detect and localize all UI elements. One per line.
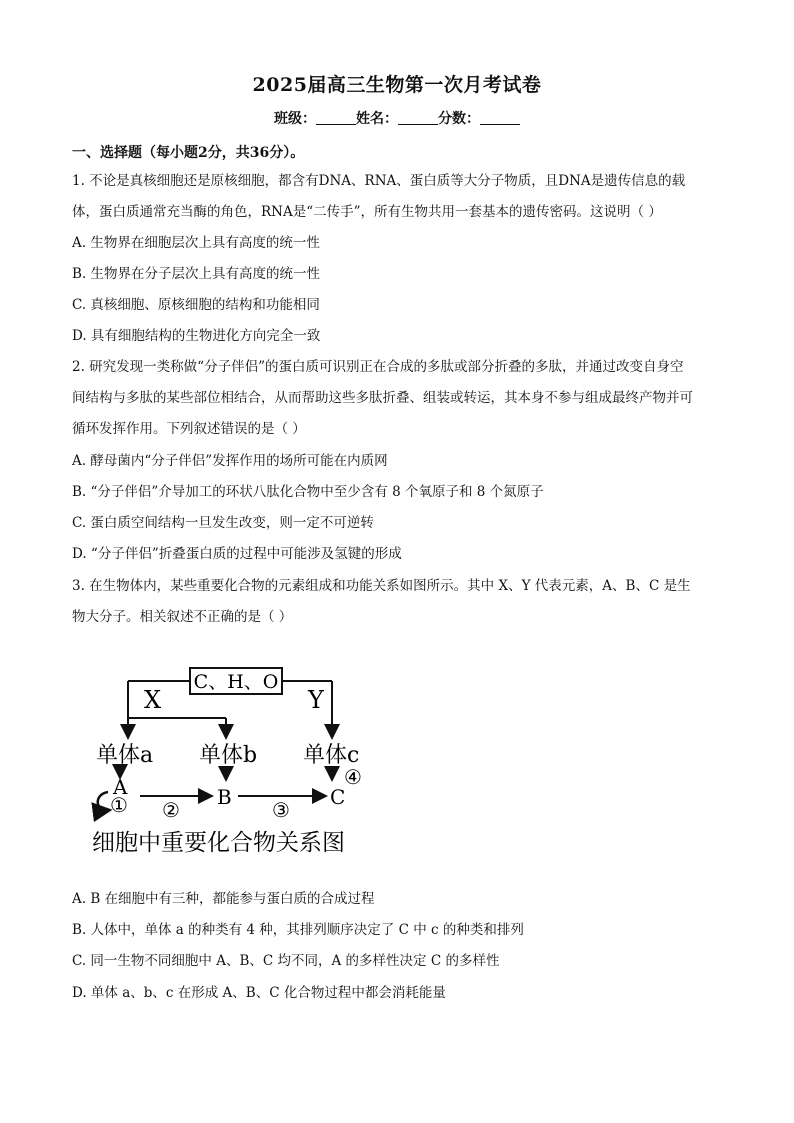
step-1: ① [110, 793, 128, 817]
q1-option-c[interactable]: C. 真核细胞、原核细胞的结构和功能相同 [72, 297, 320, 313]
class-label: 班级： [274, 111, 316, 127]
monomer-a: 单体a [96, 743, 154, 768]
q1-option-b[interactable]: B. 生物界在分子层次上具有高度的统一性 [72, 266, 321, 282]
step-3: ③ [272, 798, 290, 822]
name-blank[interactable] [398, 110, 438, 125]
x-label: X [144, 686, 162, 714]
student-info-line [0, 108, 794, 128]
q2-option-a[interactable]: A. 酵母菌内“分子伴侣”发挥作用的场所可能在内质网 [72, 453, 388, 469]
node-b: B [217, 785, 232, 809]
element-box-label: C、H、O [193, 671, 279, 693]
node-a: A [113, 775, 128, 799]
q3-option-a[interactable]: A. B 在细胞中有三种，都能参与蛋白质的合成过程 [72, 891, 375, 907]
monomer-c: 单体c [303, 743, 360, 768]
q2-option-b[interactable]: B. “分子伴侣”介导加工的环状八肽化合物中至少含有 8 个氧原子和 8 个氮原子 [72, 484, 544, 500]
q3-option-d[interactable]: D. 单体 a、b、c 在形成 A、B、C 化合物过程中都会消耗能量 [72, 985, 446, 1001]
score-blank[interactable] [480, 110, 520, 125]
q1-stem-line2: 体，蛋白质通常充当酶的角色，RNA是“二传手”，所有生物共用一套基本的遗传密码。这说明（ ） [72, 204, 662, 220]
name-label: 姓名： [356, 111, 398, 127]
compound-relationship-diagram [86, 662, 386, 862]
q1-option-d[interactable]: D. 具有细胞结构的生物进化方向完全一致 [72, 328, 321, 344]
monomer-b: 单体b [199, 743, 258, 768]
step-2: ② [162, 798, 180, 822]
q2-stem-line2: 间结构与多肽的某些部位相结合，从而帮助这些多肽折叠、组装或转运，其本身不参与组成最终产物并可 [72, 390, 693, 406]
q2-stem-line1: 2. 研究发现一类称做“分子伴侣”的蛋白质可识别正在合成的多肽或部分折叠的多肽，并通过改变自身空 [72, 359, 684, 375]
q1-stem-line1: 1. 不论是真核细胞还是原核细胞，都含有DNA、RNA、蛋白质等大分子物质，且DNA是遗传信息的载 [72, 173, 686, 189]
class-blank[interactable] [316, 110, 356, 125]
diagram-caption: 细胞中重要化合物关系图 [92, 830, 345, 856]
q3-stem-line1: 3. 在生物体内，某些重要化合物的元素组成和功能关系如图所示。其中 X、Y 代表元素，A、B、C 是生 [72, 578, 691, 594]
y-label: Y [308, 686, 324, 714]
replication-loop [98, 792, 110, 810]
q1-option-a[interactable]: A. 生物界在细胞层次上具有高度的统一性 [72, 235, 320, 251]
q2-stem-line3: 循环发挥作用。下列叙述错误的是（ ） [72, 421, 306, 437]
exam-title: 2025届高三生物第一次月考试卷 [252, 74, 542, 96]
q3-stem-line2: 物大分子。相关叙述不正确的是（ ） [72, 609, 293, 625]
q3-option-c[interactable]: C. 同一生物不同细胞中 A、B、C 均不同，A 的多样性决定 C 的多样性 [72, 953, 500, 969]
q2-option-d[interactable]: D. “分子伴侣”折叠蛋白质的过程中可能涉及氢键的形成 [72, 546, 402, 562]
section-heading: 一、选择题（每小题2分，共36分）。 [72, 145, 305, 161]
diagram-svg [86, 662, 386, 862]
q2-option-c[interactable]: C. 蛋白质空间结构一旦发生改变，则一定不可逆转 [72, 515, 374, 531]
q3-option-b[interactable]: B. 人体中，单体 a 的种类有 4 种，其排列顺序决定了 C 中 c 的种类和排列 [72, 922, 524, 938]
score-label: 分数： [438, 111, 480, 127]
step-4: ④ [344, 765, 362, 789]
node-c: C [330, 785, 346, 809]
